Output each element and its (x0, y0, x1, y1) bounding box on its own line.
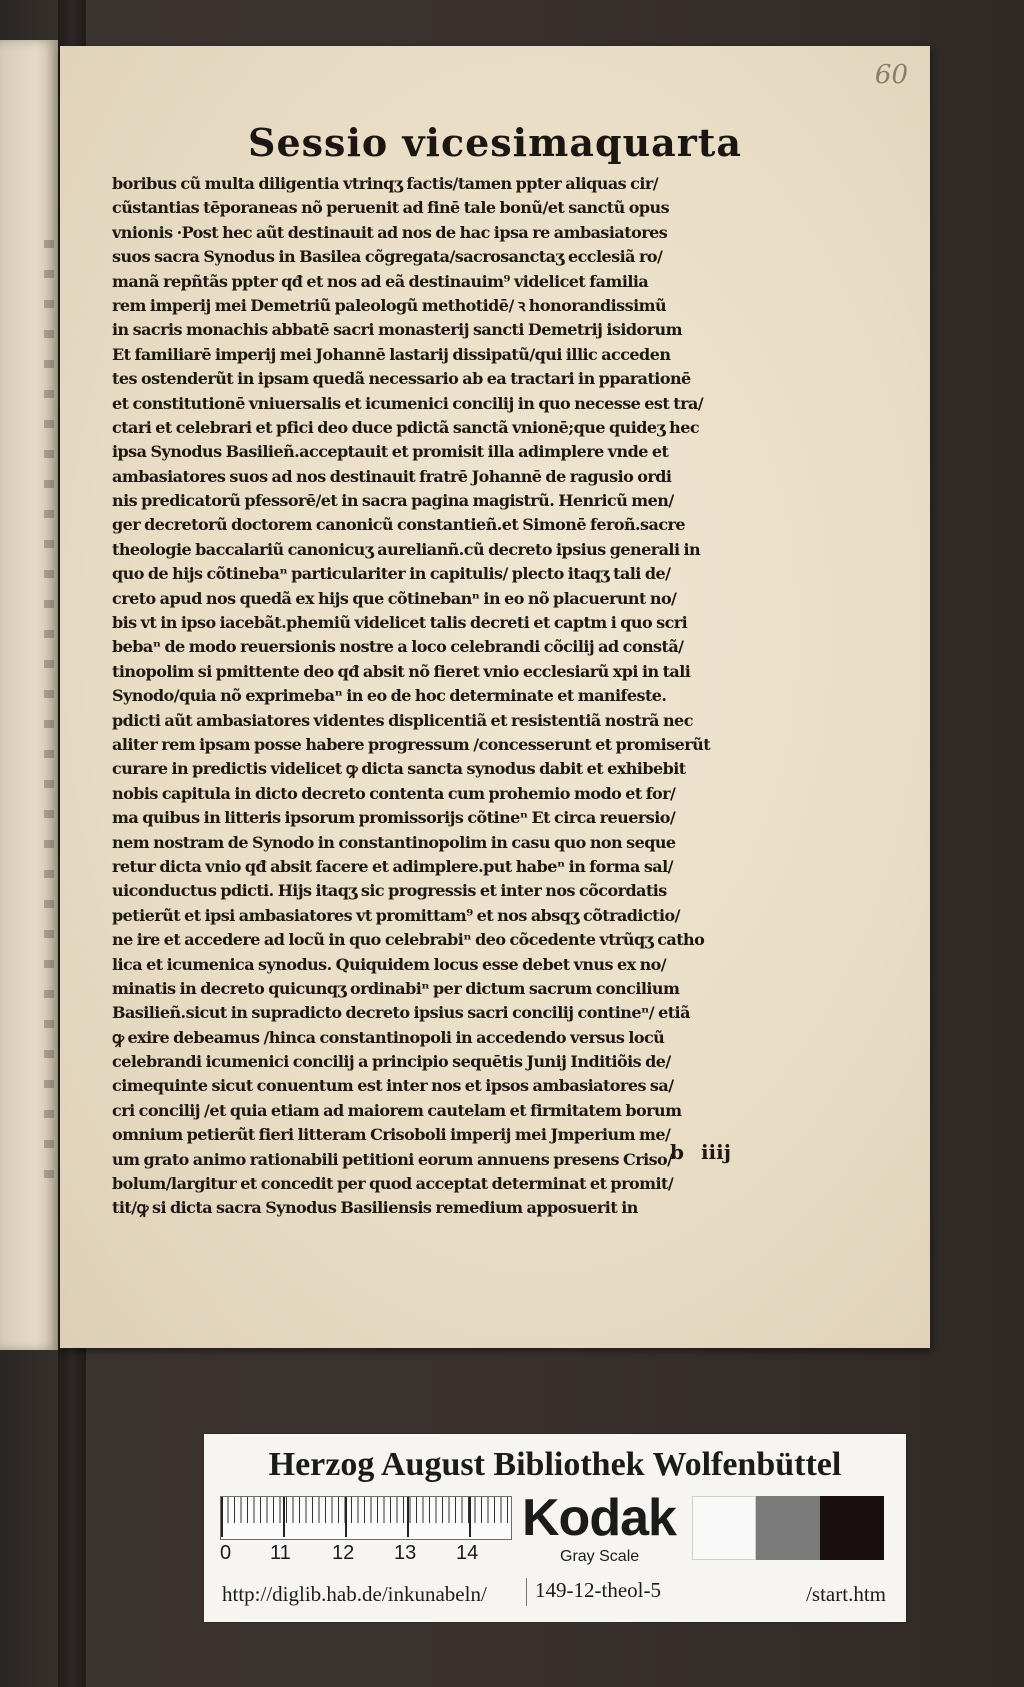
text-line: et constitutionē vniuersalis et icumenici concilij in quo necesse est tra/ (112, 393, 704, 413)
text-line: ctari et celebrari et pfici deo duce pdictã sanctã vnionē;que quideʒ hec (112, 417, 700, 437)
ruler-label: 13 (394, 1542, 417, 1564)
ruler-label: 12 (332, 1542, 355, 1564)
text-line: nobis capitula in dicto decreto contenta cum prohemio modo et for/ (112, 783, 676, 803)
text-line: cũstantias tēporaneas nõ peruenit ad finē tale bonũ/et sanctũ opus (112, 198, 670, 218)
text-line: nis predicatorũ pfessorē/et in sacra pagina magistrũ. Henricũ men/ (112, 491, 674, 511)
text-line: cimequinte sicut conuentum est inter nos et ipsos ambasiatores sa/ (112, 1076, 674, 1096)
ruler-major-tick (469, 1497, 471, 1537)
text-line: ꝙ exire debeamus /hinca constantinopoli in accedendo versus locũ (112, 1027, 665, 1047)
ruler-label: 11 (270, 1542, 291, 1564)
text-line: aliter rem ipsam posse habere progressum /concesserunt et promiserũt (112, 734, 711, 754)
book-page (60, 46, 930, 1348)
facing-page-edge (0, 40, 58, 1350)
ruler-label: 14 (456, 1542, 479, 1564)
signature-mark: b iiij (670, 1140, 731, 1164)
text-line: suos sacra Synodus in Basilea cõgregata/sacrosanctaʒ ecclesiã ro/ (112, 247, 663, 267)
ruler-major-tick (221, 1497, 223, 1537)
gray-swatch (820, 1496, 884, 1560)
text-line: curare in predictis videlicet ꝙ dicta sancta synodus dabit et exhibebit (112, 759, 686, 779)
gray-swatch (692, 1496, 756, 1560)
text-line: celebrandi icumenici concilij a principio sequētis Junij Inditiõis de/ (112, 1052, 671, 1072)
text-line: ipsa Synodus Basilieñ.acceptauit et promisit illa adimplere vnde et (112, 442, 669, 462)
color-reference-card (204, 1434, 906, 1622)
text-line: tit/ꝙ si dicta sacra Synodus Basiliensis remedium apposuerit in (112, 1198, 638, 1218)
ruler-label: 0 (220, 1542, 232, 1564)
text-line: omnium petierũt fieri litteram Crisoboli imperij mei Jmperium me/ (112, 1125, 671, 1145)
text-line: um grato animo rationabili petitioni eorum annuens presens Criso/ (112, 1149, 673, 1169)
text-line: in sacris monachis abbatē sacri monasterij sancti Demetrij isidorum (112, 320, 682, 340)
folio-number: 60 (874, 60, 908, 90)
ruler-major-tick (407, 1497, 409, 1537)
text-line: theologie baccalariũ canonicuʒ aurelianñ.cũ decreto ipsius generali in (112, 539, 701, 559)
measurement-ruler (220, 1496, 512, 1540)
text-line: nem nostram de Synodo in constantinopolim in casu quo non seque (112, 832, 676, 852)
text-line: petierũt et ipsi ambasiatores vt promittam⁹ et nos absqʒ cõtradictio/ (112, 905, 680, 925)
shelfmark: 149-12-theol-5 (526, 1578, 681, 1606)
text-line: ger decretorũ doctorem canonicũ constantieñ.et Simonē feroñ.sacre (112, 515, 686, 535)
ruler-labels (220, 1542, 520, 1566)
text-line: bis vt in ipso iacebãt.phemiũ videlicet talis decreti et captm i quo scri (112, 613, 688, 633)
text-line: bolum/largitur et concedit per quod acceptat determinat et promit/ (112, 1174, 674, 1194)
text-line: pdicti aũt ambasiatores videntes displicentiã et resistentiã nostrã nec (112, 710, 693, 730)
gray-scale-label: Gray Scale (560, 1548, 640, 1565)
text-line: Basilieñ.sicut in supradicto decreto ipsius sacri concilij contineⁿ/ etiã (112, 1003, 690, 1023)
text-line: tes ostenderũt in ipsam quedã necessario ab ea tractari in pparationē (112, 369, 691, 389)
text-line: quo de hijs cõtinebaⁿ particulariter in capitulis/ plecto itaqʒ tali de/ (112, 564, 671, 584)
text-line: boribus cũ multa diligentia vtrinqʒ factis/tamen ppter aliquas cir/ (112, 174, 659, 193)
text-line: vnionis ·Post hec aũt destinauit ad nos de hac ipsa re ambasiatores (112, 222, 668, 242)
body-text (112, 172, 788, 1221)
text-line: Et familiarē imperij mei Johannē lastarij dissipatũ/qui illic acceden (112, 344, 671, 364)
facing-page-text-marks (44, 240, 54, 1180)
text-line: bebaⁿ de modo reuersionis nostre a loco celebrandi cõcilij ad constã/ (112, 637, 684, 657)
text-line: creto apud nos quedã ex hijs que cõtinebanⁿ in eo nõ placuerunt no/ (112, 588, 677, 608)
text-line: lica et icumenica synodus. Quiquidem locus esse debet vnus ex no/ (112, 954, 667, 974)
gray-swatch (756, 1496, 820, 1560)
text-line: rem imperij mei Demetriũ paleologũ methotidē/ ꝛ honorandissimũ (112, 295, 667, 315)
ruler-major-tick (283, 1497, 285, 1537)
text-line: cri concilij /et quia etiam ad maiorem cautelam et firmitatem borum (112, 1100, 682, 1120)
text-line: Synodo/quia nõ exprimebaⁿ in eo de hoc determinate et manifeste. (112, 686, 667, 706)
text-line: tinopolim si pmittente deo qđ absit nõ fieret vnio ecclesiarũ xpi in tali (112, 661, 691, 681)
ruler-major-tick (345, 1497, 347, 1537)
text-line: manã repñtãs ppter qđ et nos ad eã destinauim⁹ videlicet familia (112, 271, 649, 291)
page-heading: Sessio vicesimaquarta (248, 120, 742, 165)
text-line: ambasiatores suos ad nos destinauit fratrē Johannē de ragusio ordi (112, 466, 672, 486)
text-line: ma quibus in litteris ipsorum promissorijs cõtineⁿ Et circa reuersio/ (112, 808, 676, 828)
library-name: Herzog August Bibliothek Wolfenbüttel (268, 1446, 842, 1483)
start-link: /start.htm (806, 1582, 886, 1606)
text-line: uiconductus pdicti. Hijs itaqʒ sic progressis et inter nos cõcordatis (112, 881, 667, 901)
text-line: minatis in decreto quicunqʒ ordinabiⁿ per dictum sacrum concilium (112, 978, 680, 998)
text-line: retur dicta vnio qđ absit facere et adimplere.put habeⁿ in forma sal/ (112, 856, 673, 876)
text-line: ne ire et accedere ad locũ in quo celebrabiⁿ deo cõcedente vtrũqʒ catho (112, 930, 705, 950)
kodak-logo: Kodak (522, 1489, 676, 1547)
library-url: http://diglib.hab.de/inkunabeln/ (222, 1582, 487, 1606)
